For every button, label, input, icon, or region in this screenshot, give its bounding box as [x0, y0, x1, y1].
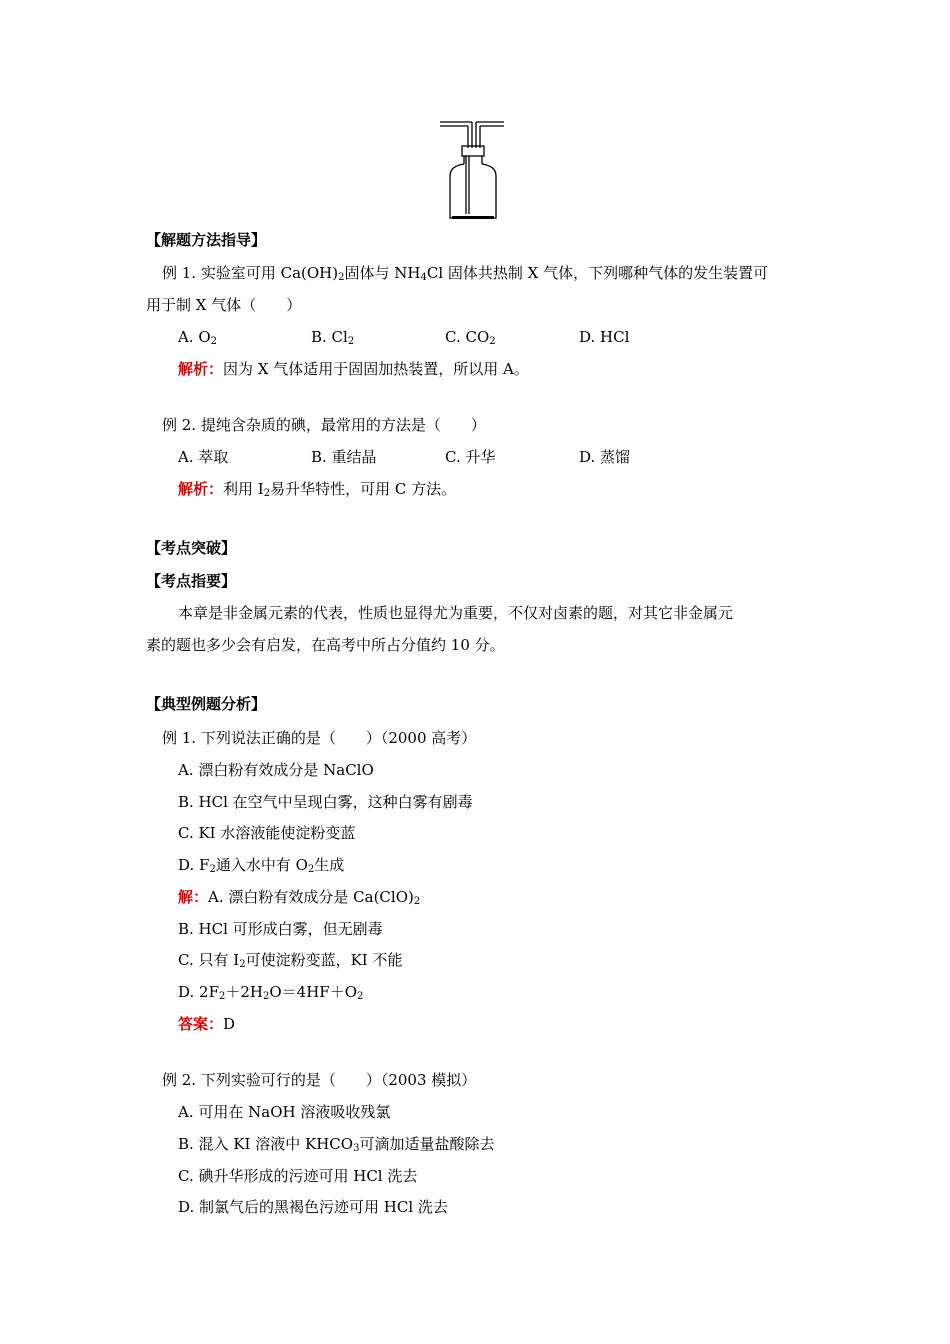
section-heading-key-points: 【考点突破】	[146, 539, 237, 557]
example-2-analysis: 解析：利用 $I_2$易升华特性，可用 C 方法。	[178, 480, 457, 499]
typical-2-option-b: B. 混入 KI 溶液中 $KHCO_3$可滴加适量盐酸除去	[178, 1135, 495, 1154]
answer-value: D	[223, 1015, 236, 1033]
typical-1-solution-d: D. $2F_2+2H_2O=4HF+O_2$	[178, 983, 364, 1002]
typical-1-solution-b: B. HCl 可形成白雾，但无剧毒	[178, 920, 383, 938]
option-b: B. $Cl_2$	[311, 328, 355, 347]
typical-1-answer	[178, 1014, 235, 1034]
typical-1-option-d: D. $F_2$通入水中有 $O_2$生成	[178, 856, 345, 875]
subscript: 2	[338, 272, 345, 283]
typical-1-question: 例 1. 下列说法正确的是（ ）（2000 高考）	[162, 729, 477, 747]
example-1-question-cont: 用于制 X 气体（ ）	[146, 296, 302, 314]
typical-2-question: 例 2. 下列实验可行的是（ ）（2003 模拟）	[162, 1071, 477, 1089]
typical-2-option-d: D. 制氯气后的黑褐色污迹可用 HCl 洗去	[178, 1198, 448, 1216]
option-d: D. 蒸馏	[579, 448, 631, 466]
typical-2-option-a: A. 可用在 NaOH 溶液吸收残氯	[178, 1103, 391, 1121]
section-heading-method: 【解题方法指导】	[146, 231, 267, 249]
section-heading-typical: 【典型例题分析】	[146, 695, 267, 713]
section-heading-key-summary: 【考点指要】	[146, 572, 237, 590]
summary-line-2: 素的题也多少会有启发，在高考中所占分值约 10 分。	[146, 636, 505, 654]
question-text: 固体与 NH	[344, 264, 421, 282]
question-text: Cl 固体共热制 X 气体，下列哪种气体的发生装置可	[426, 264, 769, 282]
typical-1-solution-a: 解：A. 漂白粉有效成分是 $Ca(ClO)_2$	[178, 888, 421, 907]
analysis-label: 解析：	[178, 480, 224, 498]
gas-washing-bottle-icon	[438, 118, 508, 224]
solution-label: 解：	[178, 888, 209, 906]
analysis-label: 解析：	[178, 360, 224, 378]
analysis-text: 因为 X 气体适用于固固加热装置，所以用 A。	[223, 360, 529, 378]
option-c: C. 升华	[445, 448, 496, 466]
option-c: C. $CO_2$	[445, 328, 496, 347]
typical-1-option-a: A. 漂白粉有效成分是 NaClO	[178, 761, 374, 779]
typical-2-option-c: C. 碘升华形成的污迹可用 HCl 洗去	[178, 1167, 418, 1185]
option-a: A. 萃取	[178, 448, 229, 466]
summary-line-1: 本章是非金属元素的代表，性质也显得尤为重要，不仅对卤素的题，对其它非金属元	[178, 604, 734, 622]
typical-1-option-c: C. KI 水溶液能使淀粉变蓝	[178, 824, 356, 842]
example-1-question	[162, 263, 768, 283]
example-1-analysis	[178, 359, 529, 379]
option-d: D. HCl	[579, 328, 630, 346]
option-a: A. $O_2$	[178, 328, 218, 347]
subscript: 4	[420, 272, 427, 283]
option-b: B. 重结晶	[311, 448, 377, 466]
example-2-question: 例 2. 提纯含杂质的碘，最常用的方法是（ ）	[162, 416, 486, 434]
typical-1-solution-c: C. 只有 $I_2$可使淀粉变蓝，KI 不能	[178, 951, 403, 970]
question-text: 例 1. 实验室可用 Ca(OH)	[162, 264, 339, 282]
answer-label: 答案：	[178, 1015, 224, 1033]
typical-1-option-b: B. HCl 在空气中呈现白雾，这种白雾有剧毒	[178, 793, 473, 811]
